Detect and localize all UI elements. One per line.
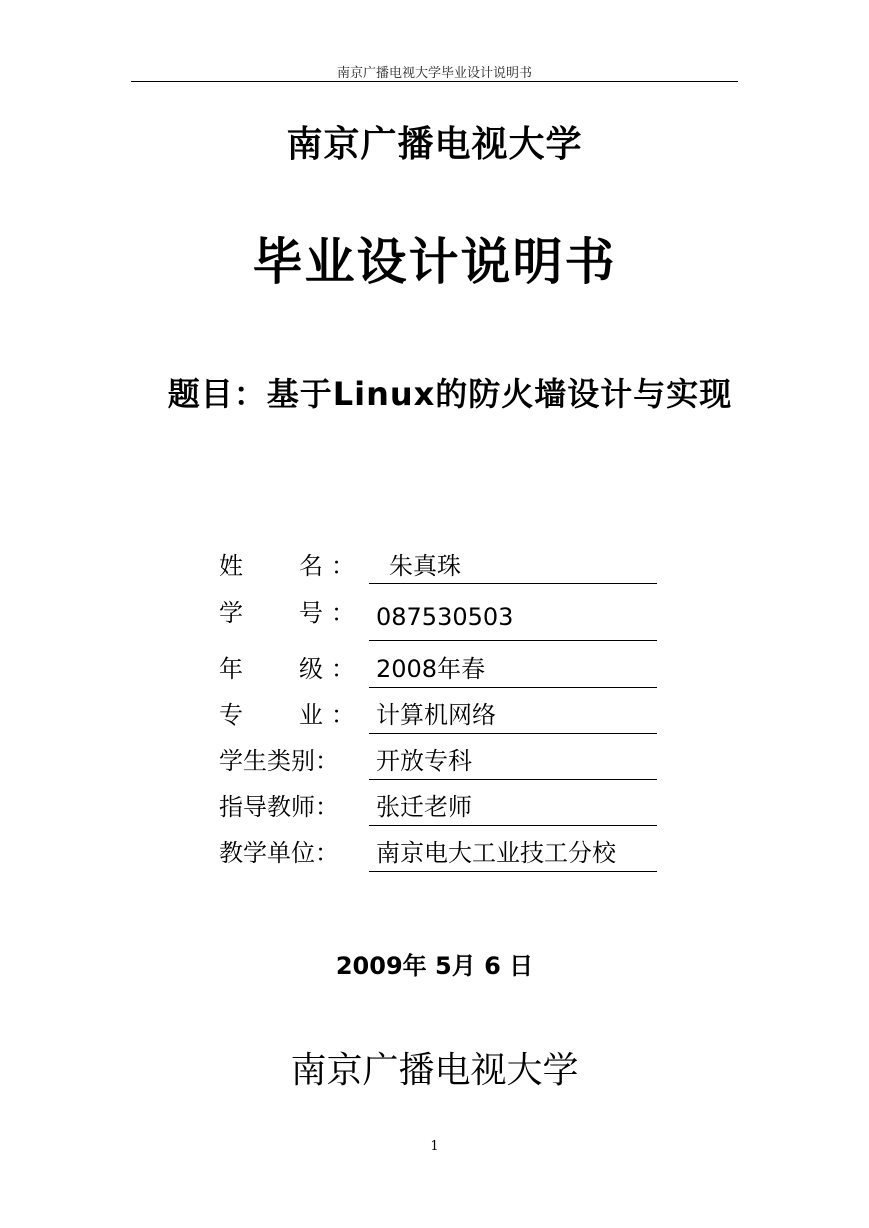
info-row-advisor [219, 787, 659, 827]
info-underline [369, 825, 657, 826]
info-label-char: 学 [219, 599, 243, 627]
info-label: 教学单位： [219, 839, 339, 867]
info-label-colon: ： [331, 701, 355, 729]
info-label: 学生类别： [219, 747, 339, 775]
info-label-char: 名 [299, 552, 323, 580]
info-label-char: 姓 [219, 552, 243, 580]
thesis-subject [140, 368, 760, 420]
subject-title: 基于Linux的防火墙设计与实现 [266, 375, 733, 413]
info-value-category: 开放专科 [376, 747, 472, 775]
info-row-major [219, 695, 659, 735]
info-value-unit: 南京电大工业技工分校 [376, 839, 616, 867]
submission-date: 2009年 5月 6 日 [335, 952, 534, 980]
info-underline [369, 640, 657, 641]
info-underline [369, 733, 657, 734]
info-value-major: 计算机网络 [376, 701, 496, 729]
info-underline [369, 583, 657, 584]
info-row-name [219, 546, 659, 586]
info-label-char: 号 [299, 599, 323, 627]
info-label-colon: ： [331, 655, 355, 683]
info-row-grade [219, 649, 659, 689]
footer-university: 南京广播电视大学 [290, 1050, 579, 1091]
info-underline [369, 687, 657, 688]
info-underline [369, 871, 657, 872]
info-label-char: 专 [219, 701, 243, 729]
page-number: 1 [430, 1139, 439, 1154]
document-title: 毕业设计说明书 [252, 233, 617, 291]
running-header: 南京广播电视大学毕业设计说明书 [336, 66, 532, 81]
info-row-unit [219, 833, 659, 873]
info-label-char: 年 [219, 655, 243, 683]
info-label-char: 业 [299, 701, 323, 729]
info-value-student-id: 087530503 [376, 603, 514, 631]
university-name: 南京广播电视大学 [286, 124, 583, 165]
info-underline [369, 779, 657, 780]
info-label-colon: ： [331, 599, 355, 627]
info-row-category [219, 741, 659, 781]
info-value-advisor: 张迁老师 [376, 793, 472, 821]
info-label: 指导教师： [219, 793, 339, 821]
subject-label: 题目： [167, 375, 267, 413]
info-value-grade: 2008年春 [376, 655, 486, 683]
info-value-name: 朱真珠 [389, 552, 461, 580]
info-row-student-id [219, 593, 659, 633]
info-label-colon: ： [331, 552, 355, 580]
info-label-char: 级 [299, 655, 323, 683]
header-rule [131, 81, 738, 82]
